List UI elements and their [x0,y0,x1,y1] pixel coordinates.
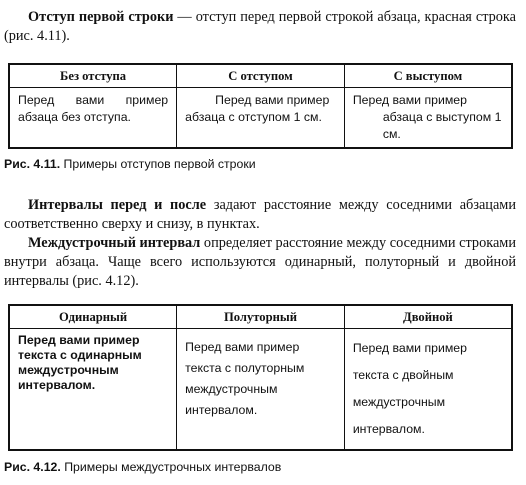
paragraph-first-line-indent [4,8,516,46]
figure-caption-4-12 [4,460,281,474]
cell-one-and-half-spacing: Перед вами пример текста с полуторным междустрочным интервалом. [177,329,345,451]
cell-single-spacing: Перед вами пример текста с одинарным междустрочным интервалом. [9,329,177,451]
header-one-and-half: Полуторный [177,305,345,329]
header-double: Двойной [344,305,512,329]
header-with-indent: С отступом [177,64,345,88]
paragraph-text: задают расстояние между соседними абзацами соответственно сверху и снизу, в пунктах. [4,197,517,232]
cell-with-hanging: Перед вами пример абзаца с выступом 1 см. [344,88,512,149]
table-row [9,329,512,451]
caption-label: Рис. 4.12. [4,460,61,474]
paragraph-line-spacing [4,234,516,291]
term-first-line-indent: Отступ первой строки [28,9,174,25]
header-with-hanging: С выступом [344,64,512,88]
caption-text: Примеры отступов первой строки [60,157,256,171]
table-header-row [9,305,512,329]
paragraph-spacing-before-after [4,196,516,234]
line-spacing-examples-table [8,304,513,451]
paragraph-text: определяет расстояние между соседними строками внутри абзаца. Чаще всего используются одинарный, полуторный и двойной интервалы (рис. 4.12). [4,235,516,289]
figure-caption-4-11 [4,157,256,171]
table-row [9,88,512,149]
cell-no-indent: Перед вами пример абзаца без отступа. [9,88,177,149]
cell-with-indent: Перед вами пример абзаца с отступом 1 см. [177,88,345,149]
paragraph-text: — отступ перед первой строкой абзаца, красная строка (рис. 4.11). [4,9,516,44]
cell-double-spacing: Перед вами пример текста с двойным междустрочным интервалом. [344,329,512,451]
term-spacing: Интервалы перед и после [28,197,207,213]
header-no-indent: Без отступа [9,64,177,88]
header-single: Одинарный [9,305,177,329]
caption-label: Рис. 4.11. [4,157,61,171]
table-header-row [9,64,512,88]
term-line-spacing: Междустрочный интервал [28,235,201,251]
caption-text: Примеры междустрочных интервалов [60,460,282,474]
indent-examples-table [8,63,513,149]
